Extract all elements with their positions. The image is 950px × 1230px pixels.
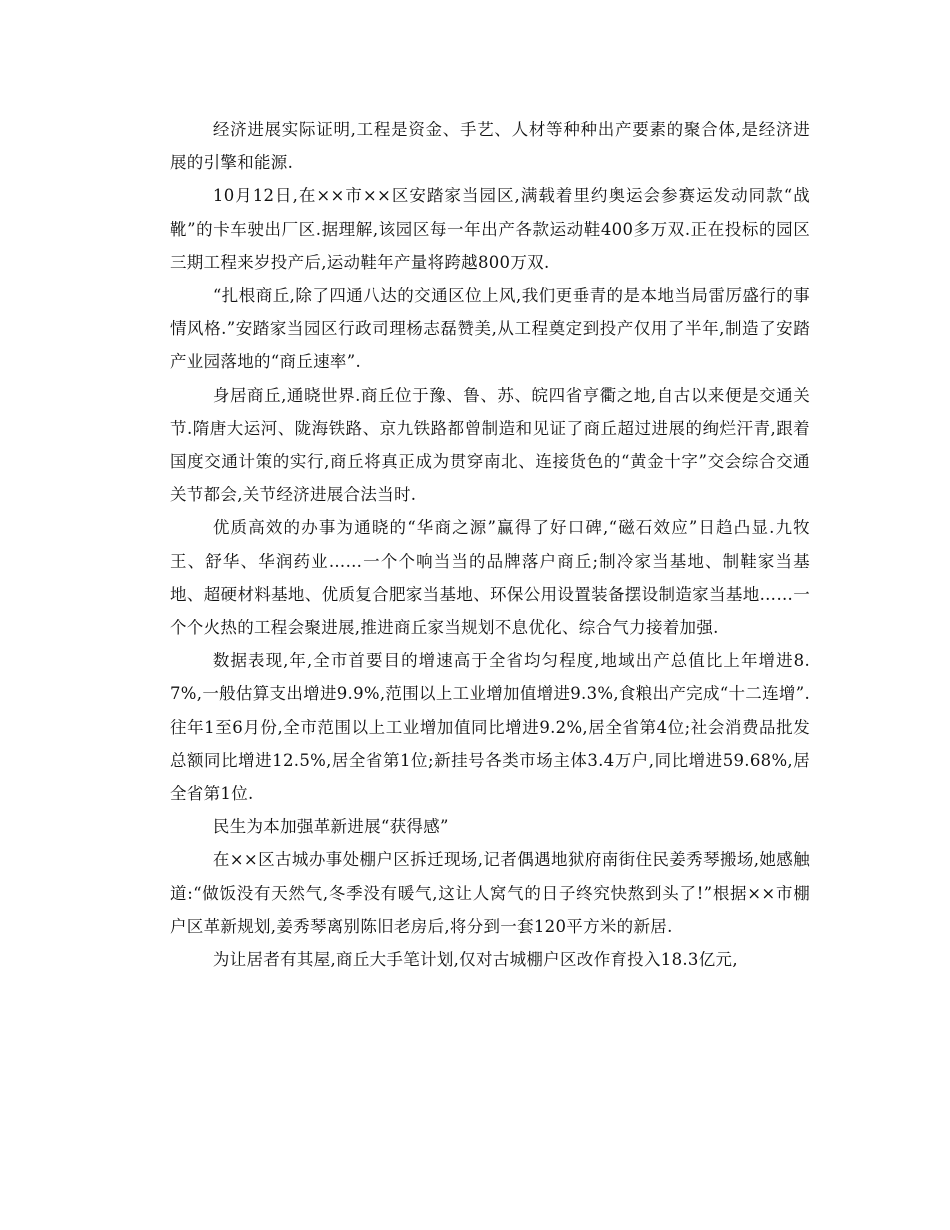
paragraph-5: 优质高效的办事为通晓的“华商之源”赢得了好口碑,“磁石效应”日趋凸显.九牧王、舒华、华润药业……一个个响当当的品牌落户商丘;制冷家当基地、制鞋家当基地、超硬材料基地、优质复合肥家当基地、环保公用设置装备摆设制造家当基地……一个个火热的工程会聚进展,推进商丘家当规划不息优化、综合气力接着加强. <box>170 518 810 638</box>
paragraph-1: 经济进展实际证明,工程是资金、手艺、人材等种种出产要素的聚合体,是经济进展的引擎和能源. <box>170 120 810 173</box>
paragraph-3: “扎根商丘,除了四通八达的交通区位上风,我们更垂青的是本地当局雷厉盛行的事情风格.”安踏家当园区行政司理杨志磊赞美,从工程奠定到投产仅用了半年,制造了安踏产业园落地的“商丘速率”. <box>170 286 810 372</box>
paragraph-7: 在××区古城办事处棚户区拆迁现场,记者偶遇地狱府南街住民姜秀琴搬场,她感触道:“做饭没有天然气,冬季没有暖气,这让人窝气的日子终究快熬到头了!”根据××市棚户区革新规划,姜秀琴离别陈旧老房后,将分到一套120平方米的新居. <box>170 850 810 936</box>
section-heading: 民生为本加强革新进展“获得感” <box>212 817 449 837</box>
paragraph-4: 身居商丘,通晓世界.商丘位于豫、鲁、苏、皖四省亨衢之地,自古以来便是交通关节.隋唐大运河、陇海铁路、京九铁路都曾制造和见证了商丘超过进展的绚烂汗青,跟着国度交通计策的实行,商丘将真正成为贯穿南北、连接货色的“黄金十字”交会综合交通关节都会,关节经济进展合法当时. <box>170 385 810 505</box>
paragraph-2: 10月12日,在××市××区安踏家当园区,满载着里约奥运会参赛运发动同款“战靴”的卡车驶出厂区.据理解,该园区每一年出产各款运动鞋400多万双.正在投标的园区三期工程来岁投产后,运动鞋年产量将跨越800万双. <box>170 186 810 272</box>
paragraph-8: 为让居者有其屋,商丘大手笔计划,仅对古城棚户区改作育投入18.3亿元, <box>212 950 738 970</box>
paragraph-6: 数据表现,年,全市首要目的增速高于全省均匀程度,地域出产总值比上年增进8.7%,一般估算支出增进9.9%,范围以上工业增加值增进9.3%,食粮出产完成“十二连增”.往年1至6月份,全市范围以上工业增加值同比增进9.2%,居全省第4位;社会消费品批发总额同比增进12.5%,居全省第1位;新挂号各类市场主体3.4万户,同比增进59.68%,居全省第1位. <box>170 651 810 804</box>
document-page <box>170 113 810 976</box>
